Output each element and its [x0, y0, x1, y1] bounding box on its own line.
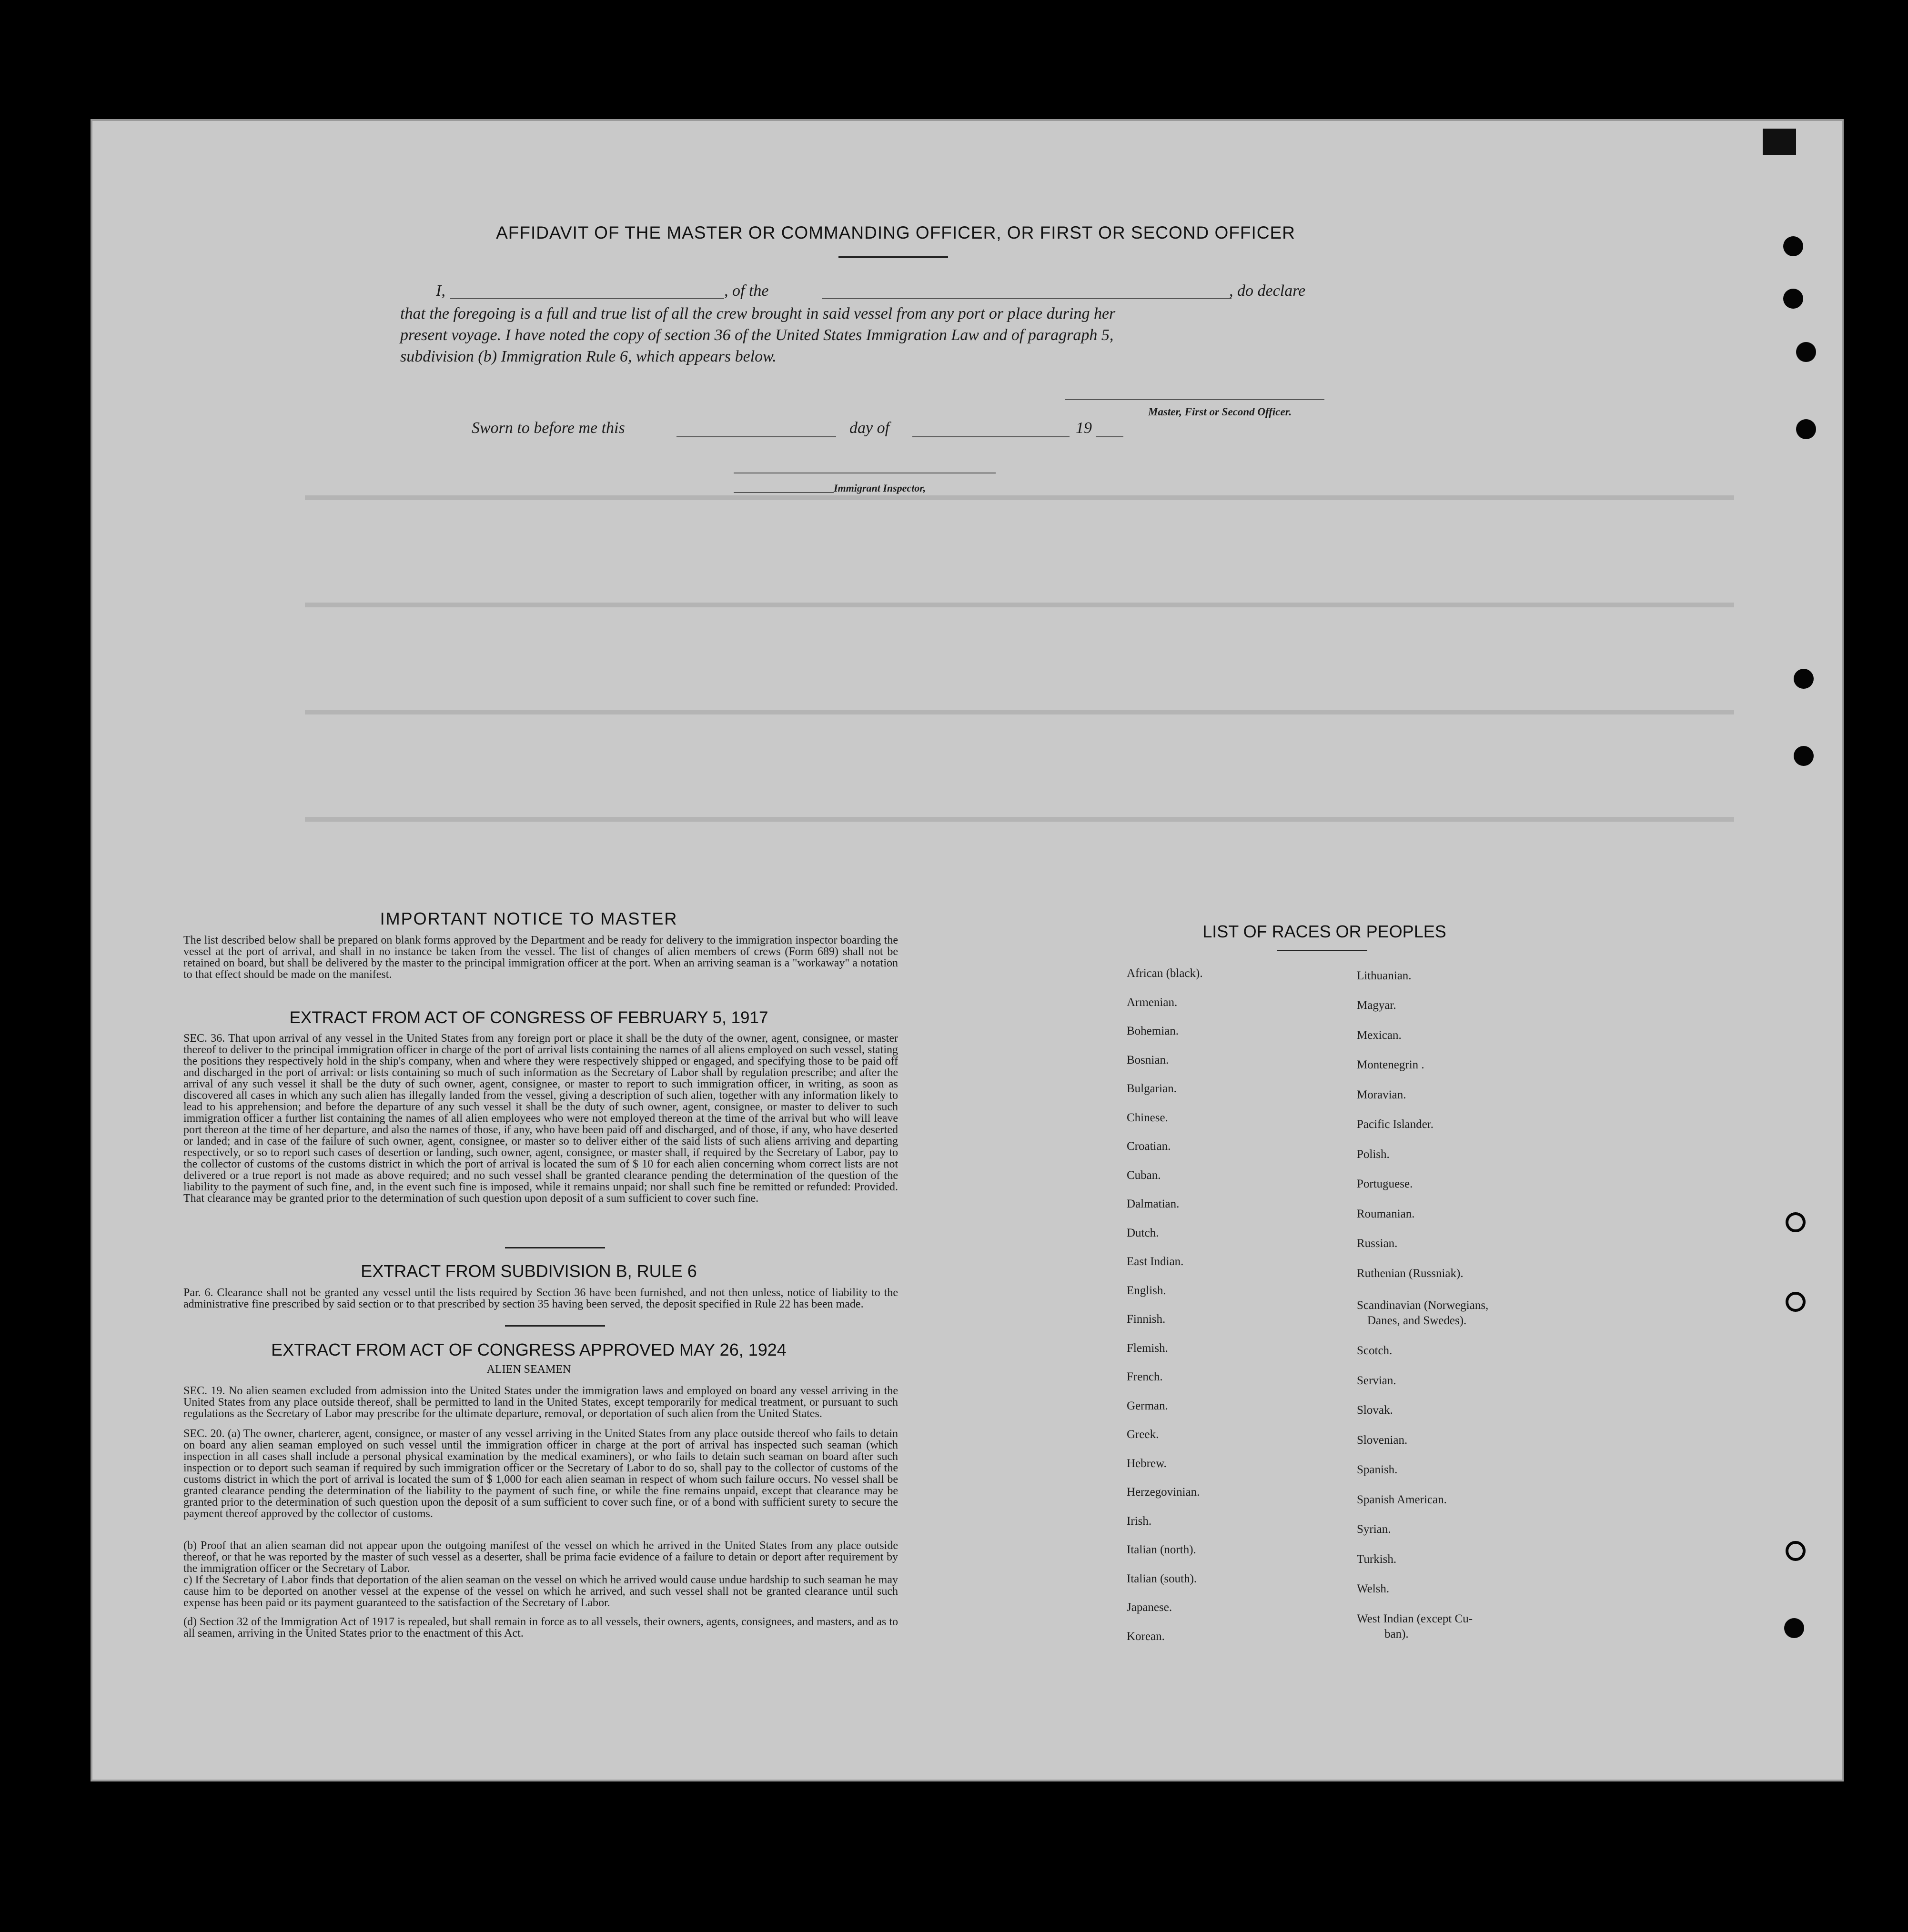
sec20d-body: (d) Section 32 of the Immigration Act of 1917 is repealed, but shall remain in force as to all vessels, their owners, agents, consignees, and masters, and as to all seamen, arriving in the United States prior to the enactment of this Act. [183, 1616, 898, 1640]
affidavit-line-2: that the foregoing is a full and true list of all the crew brought in said vessel from any port or place during her [400, 305, 1116, 322]
race-item: Italian (north). [1127, 1543, 1196, 1556]
race-item: Croatian. [1127, 1140, 1171, 1153]
month-blank [912, 436, 1070, 437]
race-item: German. [1127, 1399, 1168, 1412]
race-item: Scotch. [1357, 1344, 1393, 1357]
sec19-body: SEC. 19. No alien seamen excluded from admission into the United States under the immigration laws and employed on board any vessel arriving in the United States from any place outside thereof, shall be permitted to land in the United States, except temporarily for medical treatment, or pursuant to such regulations as the Secretary of Labor may prescribe for the ultimate departure, removal, or deportation of such alien from the United States. [183, 1385, 898, 1420]
signature-caption: Master, First or Second Officer. [1148, 406, 1292, 418]
affidavit-line-1 [436, 282, 1332, 301]
affidavit-line-4: subdivision (b) Immigration Rule 6, which appears below. [400, 348, 777, 365]
race-item: Hebrew. [1127, 1457, 1167, 1470]
race-item: West Indian (except Cu- [1357, 1612, 1473, 1625]
race-item: Welsh. [1357, 1582, 1390, 1595]
inspector-caption: Immigrant Inspector, [834, 482, 926, 494]
race-item: Ruthenian (Russniak). [1357, 1267, 1464, 1280]
race-item: Bohemian. [1127, 1025, 1179, 1037]
signature-line [1065, 399, 1324, 400]
race-item: English. [1127, 1284, 1166, 1297]
race-item: Mexican. [1357, 1029, 1402, 1042]
day-blank [676, 436, 836, 437]
race-item: Polish. [1357, 1148, 1390, 1161]
race-item: Montenegrin . [1357, 1058, 1424, 1071]
section-divider [505, 1325, 605, 1327]
race-item: Cuban. [1127, 1169, 1161, 1182]
year-blank [1096, 436, 1123, 437]
day-of-label: day of [849, 419, 890, 437]
bleed-through-row [305, 495, 1734, 500]
sworn-label: Sworn to before me this [472, 419, 625, 437]
race-item: Lithuanian. [1357, 969, 1412, 982]
race-item: Scandinavian (Norwegians, [1357, 1299, 1489, 1312]
race-item: East Indian. [1127, 1255, 1184, 1268]
race-item: Servian. [1357, 1374, 1396, 1387]
extract-1917-title: EXTRACT FROM ACT OF CONGRESS OF FEBRUARY 5, 1917 [289, 1008, 768, 1027]
notice-title: IMPORTANT NOTICE TO MASTER [380, 909, 678, 928]
race-item: Portuguese. [1357, 1177, 1413, 1190]
race-item: African (black). [1127, 967, 1203, 980]
races-title: LIST OF RACES OR PEOPLES [1202, 922, 1446, 941]
name-blank [450, 298, 724, 299]
race-item: Italian (south). [1127, 1572, 1197, 1585]
declarant-label: I, [436, 282, 445, 300]
rule6-body: Par. 6. Clearance shall not be granted any vessel until the lists required by Section 36 have been furnished, and not then unless, notice of liability to the administrative fine prescribed by said section or to that prescribed by section 35 having been served, the deposit specified in Rule 22 has been made. [183, 1287, 898, 1310]
race-item: Magyar. [1357, 999, 1396, 1012]
race-item: Roumanian. [1357, 1208, 1415, 1220]
race-item: Danes, and Swedes). [1367, 1314, 1467, 1327]
race-item: Pacific Islander. [1357, 1118, 1434, 1131]
race-item: Chinese. [1127, 1111, 1168, 1124]
race-item: Japanese. [1127, 1601, 1172, 1614]
sec20a-body: SEC. 20. (a) The owner, charterer, agent, consignee, or master of any vessel arriving in the United States from any place outside thereof who fails to detain on board any alien seaman employed on such vessel until the immigration officer in charge at the port of arrival has inspected such seaman (which inspection in all cases shall include a personal physical examination by the medical examiners), or who fails to detain such seaman on board after such inspection or to deport such seaman if required by such immigration officer or the Secretary of Labor to do so, shall pay to the collector of customs of the customs district in which the port of arrival is located the sum of $ 1,000 for each alien seaman in respect of whom such failure occurs. No vessel shall be granted clearance pending the determination of the liability to the payment of such fine, or while the fine remains unpaid, except that clearance may be granted prior to the determination of such question upon the deposit of a sum sufficient to cover such fine, or of a bond with sufficient surety to secure the payment thereof approved by the collector of customs. [183, 1428, 898, 1520]
binder-hole [1784, 1618, 1804, 1638]
binder-hole [1796, 342, 1816, 362]
extract-1917-body: SEC. 36. That upon arrival of any vessel in the United States from any foreign port or place it shall be the duty of the owner, agent, consignee, or master thereof to deliver to the principal immigration officer in charge of the port of arrival lists containing the names of all aliens employed on such vessel, stating the positions they respectively hold in the ship's company, when and where they were respectively shipped or engaged, and specifying those to be paid off and discharged in the port of arrival: or lists containing so much of such information as the Secretary of Labor shall by regulation prescribe; and after the arrival of any such vessel it shall be the duty of such owner, agent, consignee, or master to report to such immigration officer, in writing, as soon as discovered all cases in which any such alien has illegally landed from the vessel, giving a description of such alien, together with any information likely to lead to his apprehension; and before the departure of any such vessel it shall be the duty of such owner, agent, consignee, or master to deliver to such immigration officer a further list containing the names of all alien employees who were not employed thereon at the time of the arrival but who will leave port thereon at the time of her departure, and also the names of those, if any, who have been paid off and discharged, and of those, if any, who have deserted or landed; and in case of the failure of such owner, agent, consignee, or master so to deliver either of the said lists of such aliens arriving and departing respectively, or so to report such cases of desertion or landing, such owner, agent, consignee, or master shall, if required by the Secretary of Labor, pay to the collector of customs of the customs district in which the port of arrival is located the sum of $ 10 for each alien concerning whom correct lists are not delivered or a true report is not made as above required; and no such vessel shall be granted clearance pending the determination of the question of the liability to the payment of such fine, and, in the event such fine is imposed, while it remains unpaid; nor shall such fine be remitted or refunded: Provided. That clearance may be granted prior to the determination of such question upon deposit of a sum sufficient to cover such fine. [183, 1032, 898, 1205]
sec20b-body: (b) Proof that an alien seaman did not appear upon the outgoing manifest of the vessel on which he arrived in the United States from any place outside thereof, or that he was reported by the master of such vessel as a deserter, shall be prima facie evidence of a failure to detain or deport after requirement by the immigration officer or the Secretary of Labor. [183, 1540, 898, 1575]
binder-hole [1783, 289, 1803, 309]
binder-hole [1786, 1541, 1806, 1561]
affidavit-line-3: present voyage. I have noted the copy of section 36 of the United States Immigration Law and of paragraph 5, [400, 326, 1114, 344]
race-item: Bulgarian. [1127, 1082, 1177, 1095]
race-item: Finnish. [1127, 1313, 1166, 1326]
race-item: Greek. [1127, 1428, 1159, 1441]
section-divider [505, 1247, 605, 1248]
race-item: Bosnian. [1127, 1054, 1169, 1067]
race-item: Dutch. [1127, 1227, 1159, 1239]
bleed-through-row [305, 603, 1734, 607]
race-item: Slovak. [1357, 1404, 1393, 1417]
race-item: Korean. [1127, 1630, 1165, 1643]
binder-hole [1794, 746, 1814, 766]
race-item: Herzegovinian. [1127, 1486, 1200, 1499]
rule6-title: EXTRACT FROM SUBDIVISION B, RULE 6 [361, 1261, 697, 1281]
race-item: Syrian. [1357, 1523, 1391, 1536]
page-tab [1763, 129, 1796, 155]
race-item: French. [1127, 1370, 1163, 1383]
binder-hole [1796, 419, 1816, 439]
vessel-blank [822, 298, 1232, 299]
races-title-underline [1277, 950, 1367, 951]
do-declare-label: , do declare [1229, 282, 1306, 300]
affidavit-title: AFFIDAVIT OF THE MASTER OR COMMANDING OFFICER, OR FIRST OR SECOND OFFICER [496, 223, 1295, 242]
binder-hole [1786, 1212, 1806, 1232]
bleed-through-row [305, 817, 1734, 822]
race-item: Armenian. [1127, 996, 1178, 1009]
race-item: Dalmatian. [1127, 1197, 1180, 1210]
extract-1924-title: EXTRACT FROM ACT OF CONGRESS APPROVED MAY 26, 1924 [271, 1340, 787, 1359]
race-item: Spanish American. [1357, 1493, 1447, 1506]
title-underline [838, 256, 948, 258]
race-item: Flemish. [1127, 1342, 1168, 1355]
of-the-label: , of the [724, 282, 769, 300]
inspector-line-lower [734, 492, 834, 493]
race-item: Russian. [1357, 1237, 1398, 1250]
race-item: Spanish. [1357, 1463, 1398, 1476]
binder-hole [1786, 1292, 1806, 1312]
race-item: Irish. [1127, 1515, 1152, 1528]
year-label: 19 [1076, 419, 1092, 437]
extract-1924-subtitle: ALIEN SEAMEN [486, 1363, 571, 1376]
race-item: Slovenian. [1357, 1434, 1408, 1447]
binder-hole [1783, 236, 1803, 256]
race-item: Turkish. [1357, 1553, 1397, 1566]
race-item: ban). [1384, 1628, 1409, 1640]
sec20c-body: c) If the Secretary of Labor finds that deportation of the alien seaman on the vessel on which he arrived would cause undue hardship to such seaman he may cause him to be deported on another vessel at the expense of the vessel on which he arrived, and such vessel shall not be granted clearance until such expense has been paid or its payment guaranteed to the satisfaction of the Secretary of Labor. [183, 1574, 898, 1609]
binder-hole [1794, 669, 1814, 689]
notice-body: The list described below shall be prepared on blank forms approved by the Department and be ready for delivery to the immigration inspector boarding the vessel at the port of arrival, and shall in no instance be taken from the vessel. The list of changes of alien members of crews (Form 689) shall not be retained on board, but shall be delivered by the master to the principal immigration officer at the port. When an arriving seaman is a "workaway" a notation to that effect should be made on the manifest. [183, 934, 898, 981]
bleed-through-row [305, 710, 1734, 714]
race-item: Moravian. [1357, 1088, 1406, 1101]
sworn-line [472, 419, 1139, 438]
